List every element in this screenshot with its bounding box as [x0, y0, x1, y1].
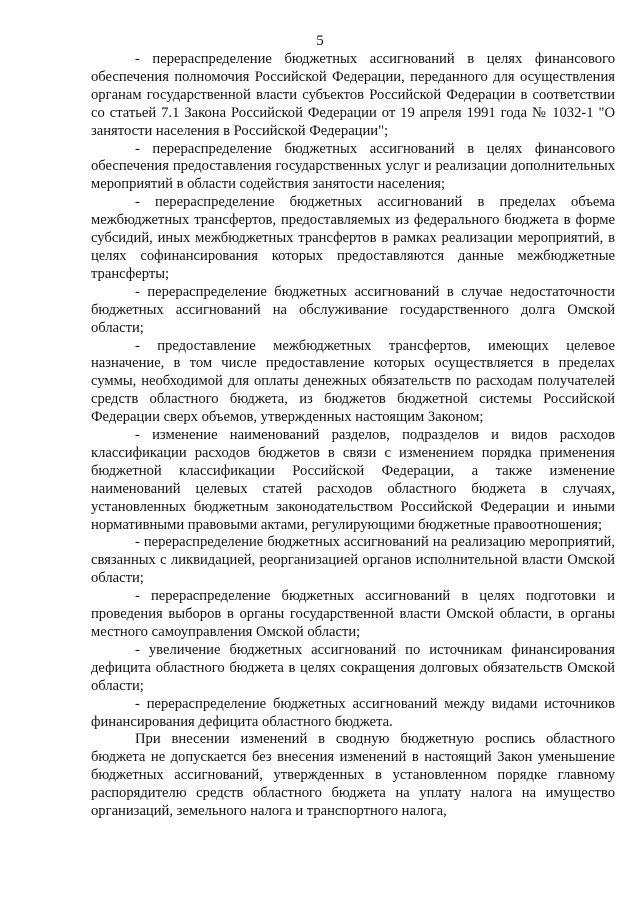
paragraph-2: - перераспределение бюджетных ассигнований в целях финансового обеспечения предоставления государственных услуг и реализации дополнительных мероприятий в области содействия занятости населения;	[91, 140, 615, 193]
document-body	[91, 51, 615, 821]
paragraph-11: При внесении изменений в сводную бюджетную роспись областного бюджета не допускается без внесения изменений в настоящий Закон уменьшение бюджетных ассигнований, утвержденных в установленном порядке главному распорядителю средств областного бюджета на уплату налога на имущество организаций, земельного налога и транспортного налога,	[91, 731, 615, 820]
paragraph-3: - перераспределение бюджетных ассигнований в пределах объема межбюджетных трансфертов, предоставляемых из федерального бюджета в форме субсидий, иных межбюджетных трансфертов в рамках реализации мероприятий, в целях софинансирования которых предоставляются данные межбюджетные трансферты;	[91, 194, 615, 282]
page-number: 5	[316, 33, 324, 49]
paragraph-8: - перераспределение бюджетных ассигнований в целях подготовки и проведения выборов в органы государственной власти Омской области, в органы местного самоуправления Омской области;	[91, 588, 615, 640]
paragraph-9: - увеличение бюджетных ассигнований по источникам финансирования дефицита областного бюджета в целях сокращения долговых обязательств Омской области;	[91, 641, 615, 694]
paragraph-4: - перераспределение бюджетных ассигнований в случае недостаточности бюджетных ассигнований на обслуживание государственного долга Омской области;	[91, 283, 615, 336]
paragraph-10: - перераспределение бюджетных ассигнований между видами источников финансирования дефицита областного бюджета.	[91, 695, 615, 730]
paragraph-7: - перераспределение бюджетных ассигнований на реализацию мероприятий, связанных с ликвидацией, реорганизацией органов исполнительной власти Омской области;	[91, 534, 615, 587]
paragraph-1: - перераспределение бюджетных ассигнований в целях финансового обеспечения полномочия Российской Федерации, переданного для осуществления органам государственной власти субъектов Российской Федерации в соответствии со статьей 7.1 Закона Российской Федерации от 19 апреля 1991 года № 1032-1 "О занятости населения в Российской Федерации";	[91, 51, 615, 139]
paragraph-5: - предоставление межбюджетных трансфертов, имеющих целевое назначение, в том числе предоставление которых осуществляется в пределах суммы, необходимой для оплаты денежных обязательств по расходам получателей средств областного бюджета, из бюджетов бюджетной системы Российской Федерации сверх объемов, утвержденных настоящим Законом;	[91, 337, 615, 426]
paragraph-6: - изменение наименований разделов, подразделов и видов расходов классификации расходов бюджетов в связи с изменением порядка применения бюджетной классификации Российской Федерации, а также изменение наименований целевых статей расходов областного бюджета в случаях, установленных бюджетным законодательством Российской Федерации и иными нормативными правовыми актами, регулирующими бюджетные правоотношения;	[91, 427, 615, 533]
